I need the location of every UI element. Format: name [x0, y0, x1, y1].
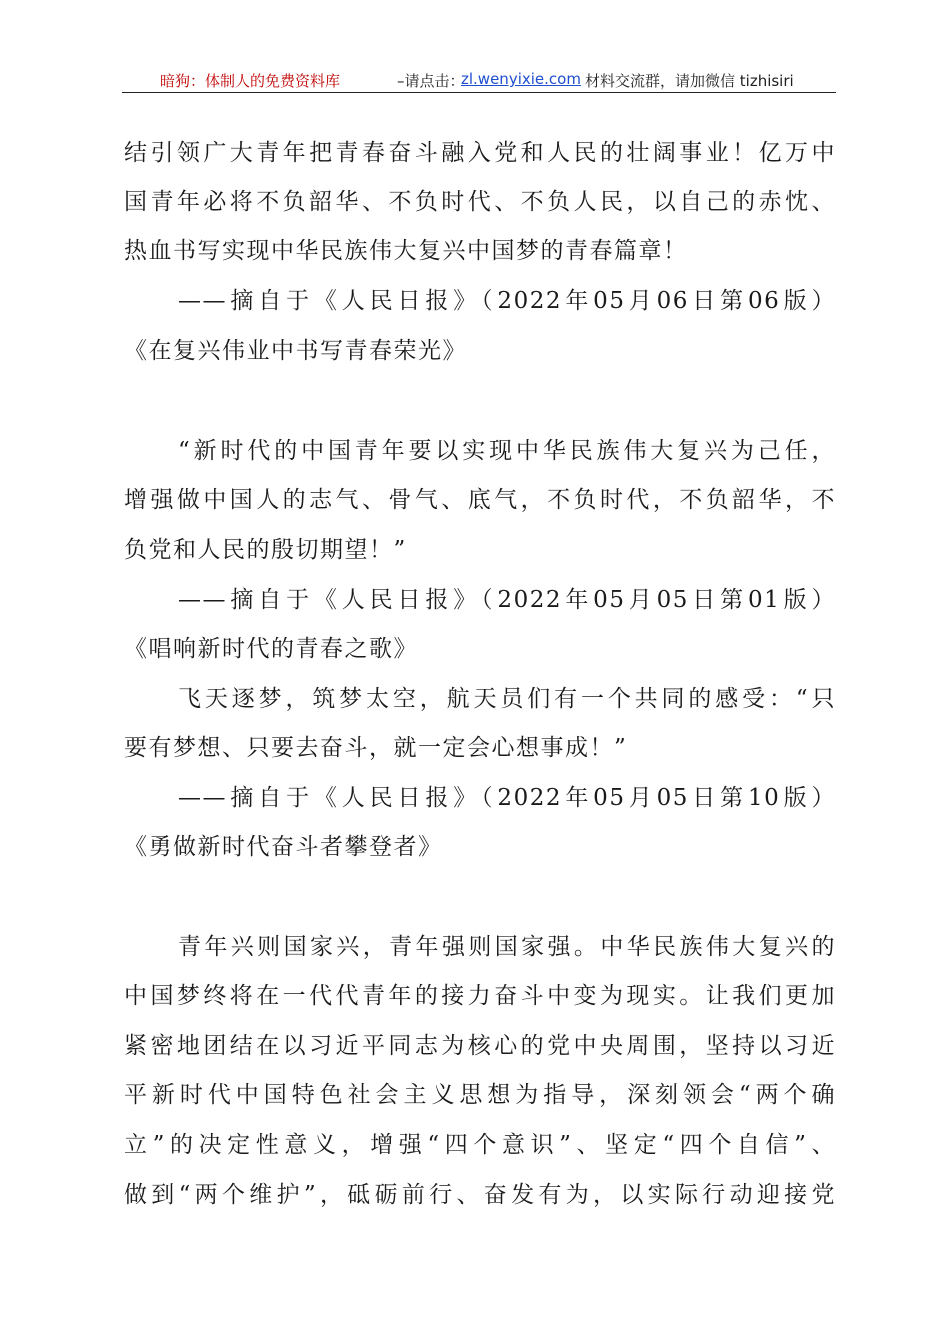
citation-title: 《在复兴伟业中书写青春荣光》 [124, 338, 467, 364]
header-brand: 暗狗：体制人的免费资料库 [160, 72, 341, 90]
body-line: 国青年必将不负韶华、不负时代、不负人民，以自己的赤忱、 [124, 189, 836, 215]
body-line: 紧密地团结在以习近平同志为核心的党中央周围，坚持以习近 [124, 1033, 836, 1059]
header-click-prompt: –请点击： [397, 72, 465, 90]
citation-line: ——摘自于《人民日报》（2022年05月05日第01版） [178, 587, 836, 613]
quote-line: 要有梦想、只要去奋斗，就一定会心想事成！” [124, 735, 628, 761]
page-header [122, 68, 836, 93]
quote-line: 负党和人民的殷切期望！” [124, 537, 407, 563]
body-line: 热血书写实现中华民族伟大复兴中国梦的青春篇章！ [124, 238, 688, 264]
quote-line: “新时代的中国青年要以实现中华民族伟大复兴为己任， [178, 438, 836, 464]
body-line: 中国梦终将在一代代青年的接力奋斗中变为现实。让我们更加 [124, 983, 836, 1009]
citation-line: ——摘自于《人民日报》（2022年05月05日第10版） [178, 785, 836, 811]
body-line: 结引领广大青年把青春奋斗融入党和人民的壮阔事业！亿万中 [124, 140, 836, 166]
body-line: 做到“两个维护”，砥砺前行、奋发有为，以实际行动迎接党 [124, 1182, 836, 1208]
body-line: 平新时代中国特色社会主义思想为指导，深刻领会“两个确 [124, 1082, 836, 1108]
header-link[interactable]: zl.wenyixie.com [461, 70, 581, 88]
citation-title: 《唱响新时代的青春之歌》 [124, 636, 418, 662]
quote-line: 飞天逐梦，筑梦太空，航天员们有一个共同的感受：“只 [178, 686, 836, 712]
quote-line: 增强做中国人的志气、骨气、底气，不负时代，不负韶华，不 [124, 487, 836, 513]
header-wechat-info: 材料交流群，请加微信 tizhisiri [585, 72, 794, 90]
body-line: 立”的决定性意义，增强“四个意识”、坚定“四个自信”、 [124, 1132, 836, 1158]
body-line: 青年兴则国家兴，青年强则国家强。中华民族伟大复兴的 [178, 934, 836, 960]
citation-line: ——摘自于《人民日报》（2022年05月06日第06版） [178, 288, 836, 314]
citation-title: 《勇做新时代奋斗者攀登者》 [124, 834, 443, 860]
